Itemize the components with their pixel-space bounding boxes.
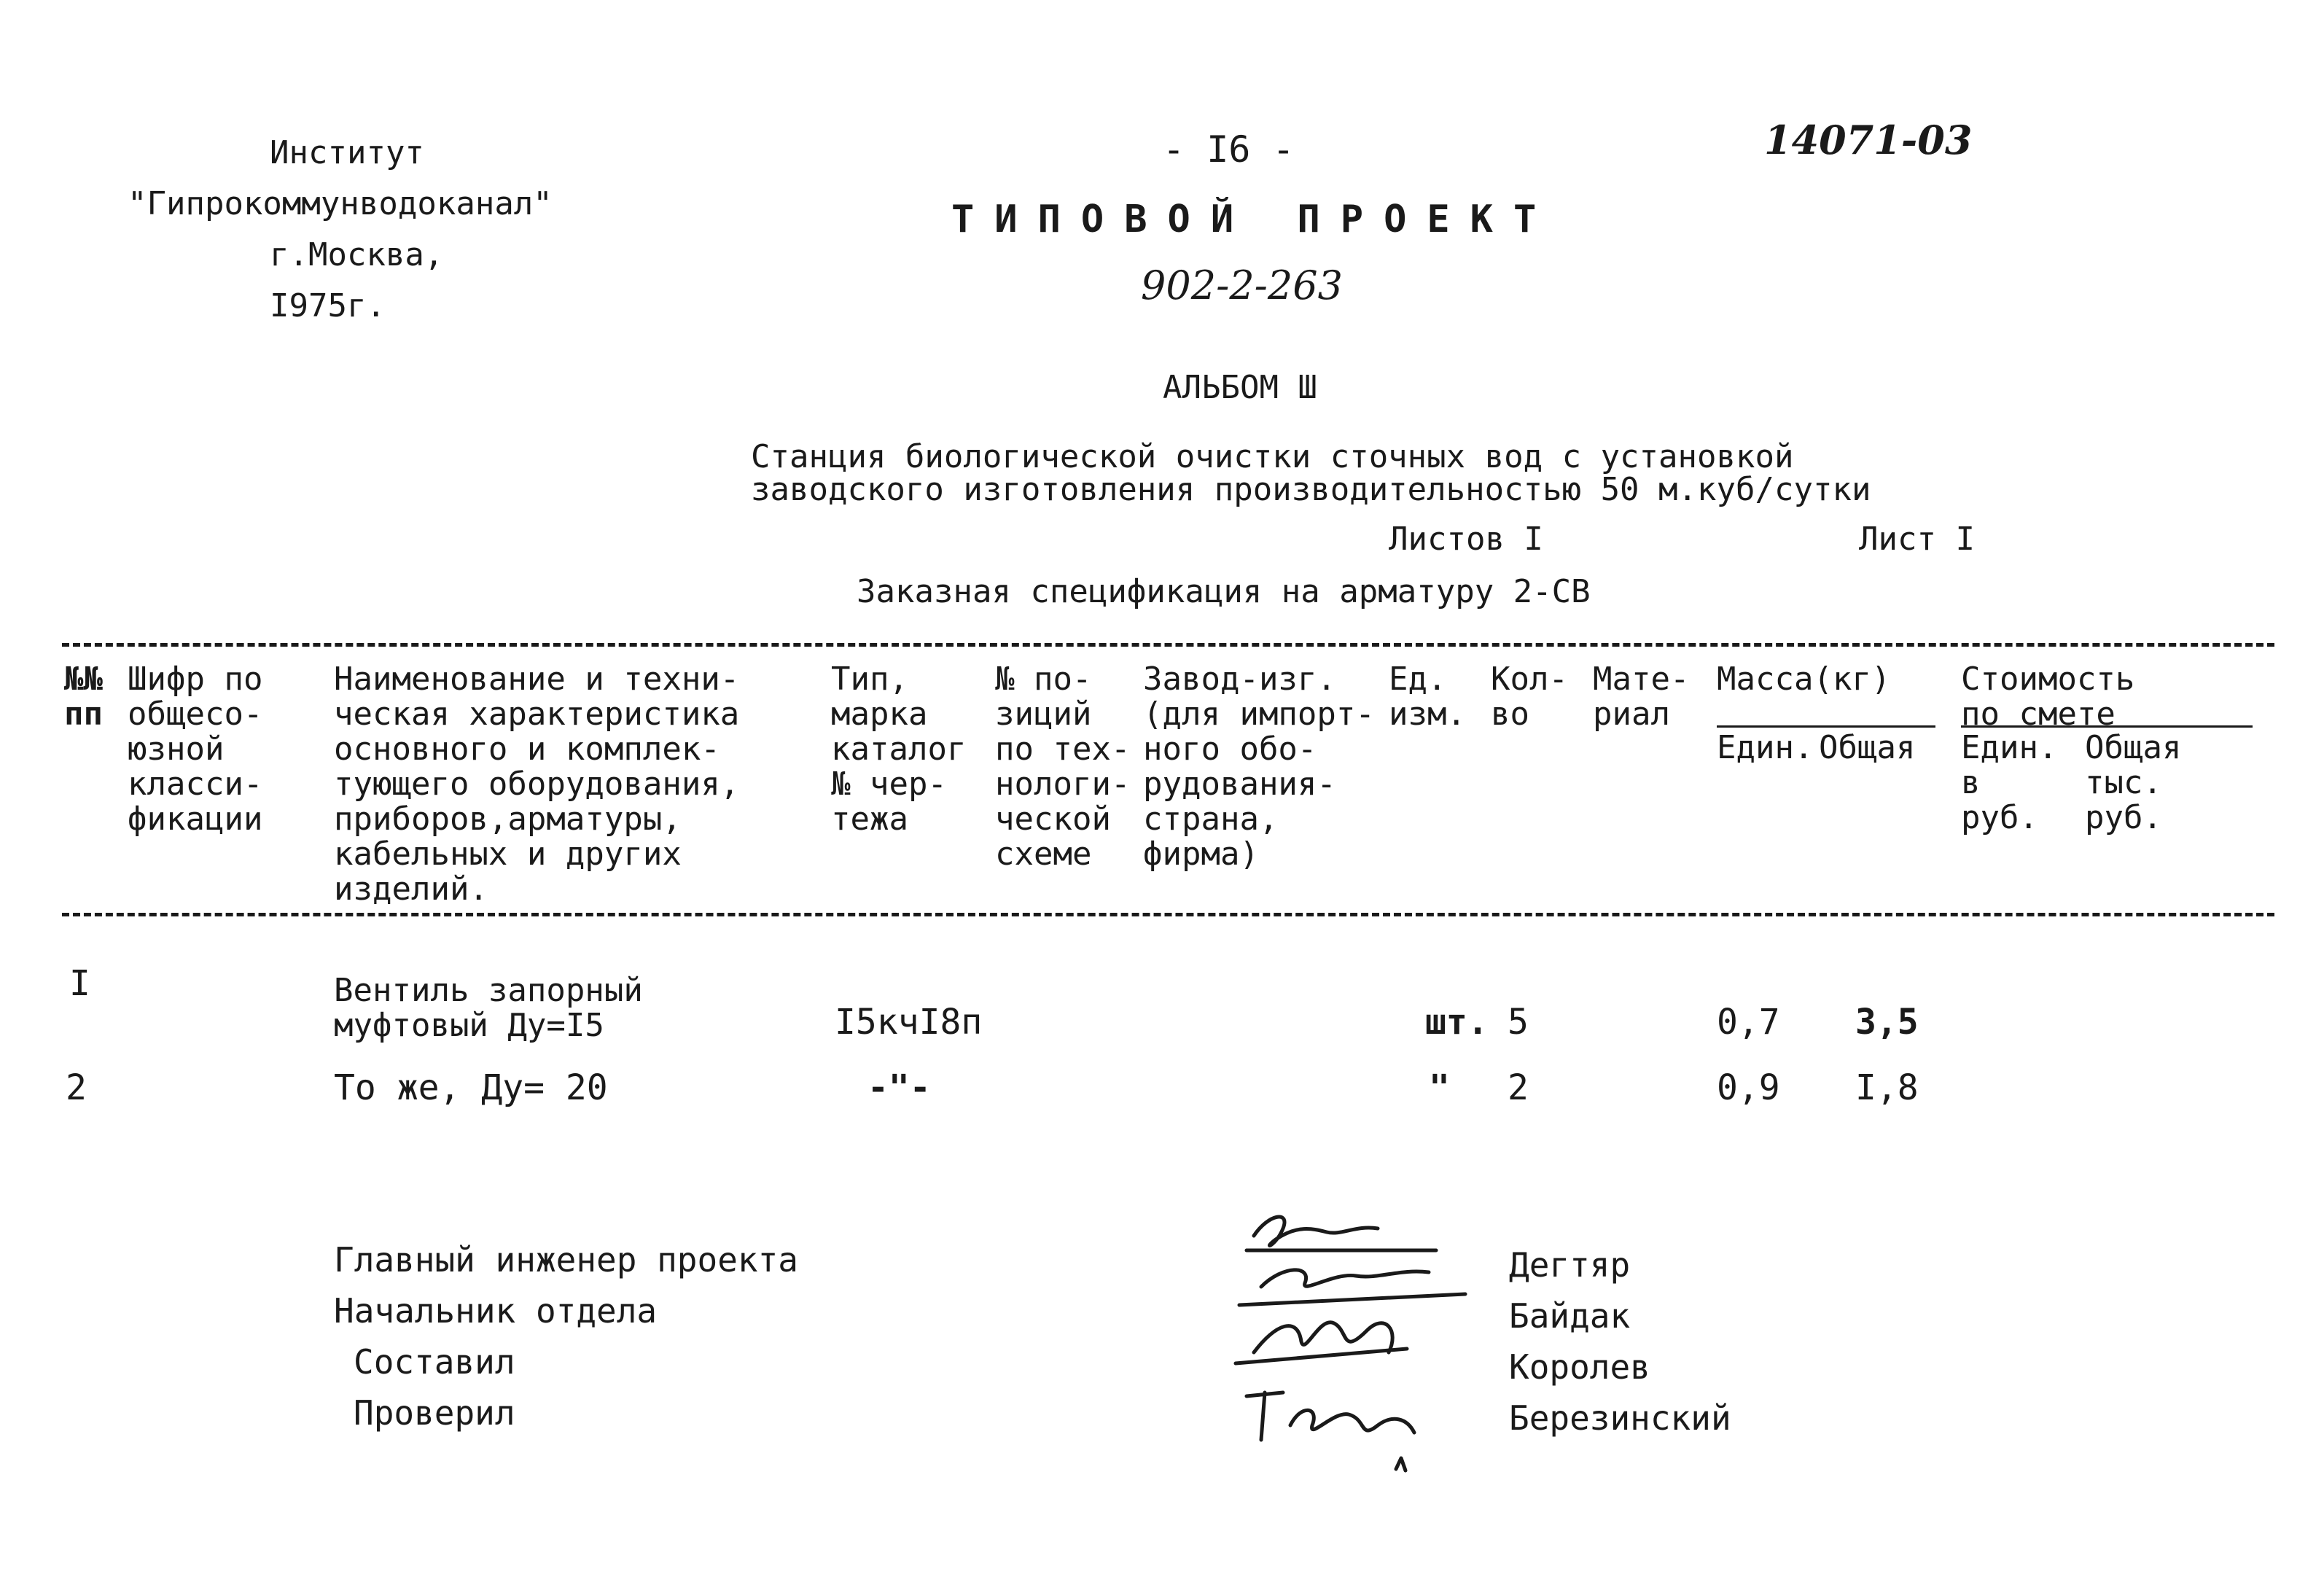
table-header-bottom-rule <box>62 913 2274 916</box>
subject-line-2: заводского изготовления производительностью 50 м.куб/сутки <box>751 471 1871 508</box>
col-header-unit: Ед. изм. <box>1389 661 1466 733</box>
page-number: - I6 - <box>1163 128 1295 171</box>
signature-2-underline <box>1239 1294 1465 1305</box>
row-2-num: 2 <box>66 1067 87 1108</box>
col-header-material: Мате- риал <box>1593 661 1690 733</box>
col-header-qty: Кол- во <box>1491 661 1568 733</box>
row-1-unit: шт. <box>1425 1002 1489 1043</box>
row-2-type: -"- <box>867 1067 931 1108</box>
subject-line-1: Станция биологической очистки сточных вод с установкой <box>751 438 1794 475</box>
project-number: 902-2-263 <box>1141 262 1343 308</box>
col-header-name: Наименование и техни- ческая характеристика основного и комплек- тующего оборудования, приборов,арматуры, кабельных и других изделий. <box>334 661 740 908</box>
signature-3-underline <box>1236 1349 1407 1363</box>
signature-4-mark <box>1396 1458 1405 1471</box>
role-compiled: Составил <box>354 1342 515 1382</box>
col-header-num: №№ пп <box>64 661 103 733</box>
stamp-number: 14071-03 <box>1764 117 1973 163</box>
col-header-maker: Завод-изг. (для импорт- ного обо- рудования- страна, фирма) <box>1143 661 1375 873</box>
col-header-cost: Стоимость по смете <box>1961 661 2135 733</box>
institute-line-3: г.Москва, <box>270 236 444 273</box>
signature-4 <box>1290 1410 1414 1433</box>
row-2-unit: " <box>1429 1067 1450 1108</box>
col-header-type: Тип, марка каталог № чер- тежа <box>831 661 967 838</box>
col-header-mass-unit: Един. <box>1717 729 1814 766</box>
sheet-number: Лист I <box>1859 521 1975 558</box>
col-header-mass-total: Общая <box>1819 729 1916 766</box>
row-2-qty: 2 <box>1508 1067 1529 1108</box>
row-1-qty: 5 <box>1508 1002 1529 1043</box>
row-1-mass-total: 3,5 <box>1855 1002 1919 1043</box>
name-korolev: Королев <box>1509 1347 1650 1387</box>
role-checked: Проверил <box>354 1393 515 1433</box>
album-title: АЛЬБОМ Ш <box>1163 369 1317 406</box>
signature-3 <box>1254 1323 1392 1352</box>
role-dept-head: Начальник отдела <box>334 1291 658 1331</box>
institute-line-1: Институт <box>270 134 424 171</box>
name-degtyar: Дегтяр <box>1509 1245 1631 1285</box>
row-1-mass-unit: 0,7 <box>1717 1002 1780 1043</box>
row-1-name: Вентиль запорный муфтовый Ду=I5 <box>334 972 643 1044</box>
spec-title: Заказная спецификация на арматуру 2-СВ <box>857 573 1591 610</box>
col-header-cost-unit: Един. в руб. <box>1961 729 2058 836</box>
handwritten-signatures <box>1232 1207 1494 1484</box>
col-header-code: Шифр по общесо- юзной класси- фикации <box>128 661 263 838</box>
table-top-rule <box>62 643 2274 647</box>
signature-4-initial <box>1247 1393 1283 1440</box>
signature-2 <box>1261 1270 1429 1287</box>
row-1-type: I5кчI8п <box>835 1002 983 1043</box>
row-2-mass-unit: 0,9 <box>1717 1067 1780 1108</box>
name-baidak: Байдак <box>1509 1296 1631 1336</box>
name-berezinsky: Березинский <box>1509 1398 1731 1438</box>
row-1-num: I <box>69 963 90 1004</box>
col-header-mass: Масса(кг) <box>1717 661 1891 698</box>
signature-1 <box>1254 1217 1378 1245</box>
row-2-name: То же, Ду= 20 <box>334 1067 608 1108</box>
role-chief-engineer: Главный инженер проекта <box>334 1240 798 1280</box>
col-header-pos: № по- зиций по тех- нологи- ческой схеме <box>995 661 1131 873</box>
doc-type: ТИПОВОЙ ПРОЕКТ <box>951 198 1557 241</box>
institute-line-2: "Гипрокоммунводоканал" <box>128 185 553 222</box>
institute-line-4: I975г. <box>270 287 386 324</box>
row-2-mass-total: I,8 <box>1855 1067 1919 1108</box>
col-header-cost-total: Общая тыс. руб. <box>2085 729 2182 836</box>
mass-subheader-rule <box>1717 725 1935 728</box>
sheets-total: Листов I <box>1389 521 1543 558</box>
